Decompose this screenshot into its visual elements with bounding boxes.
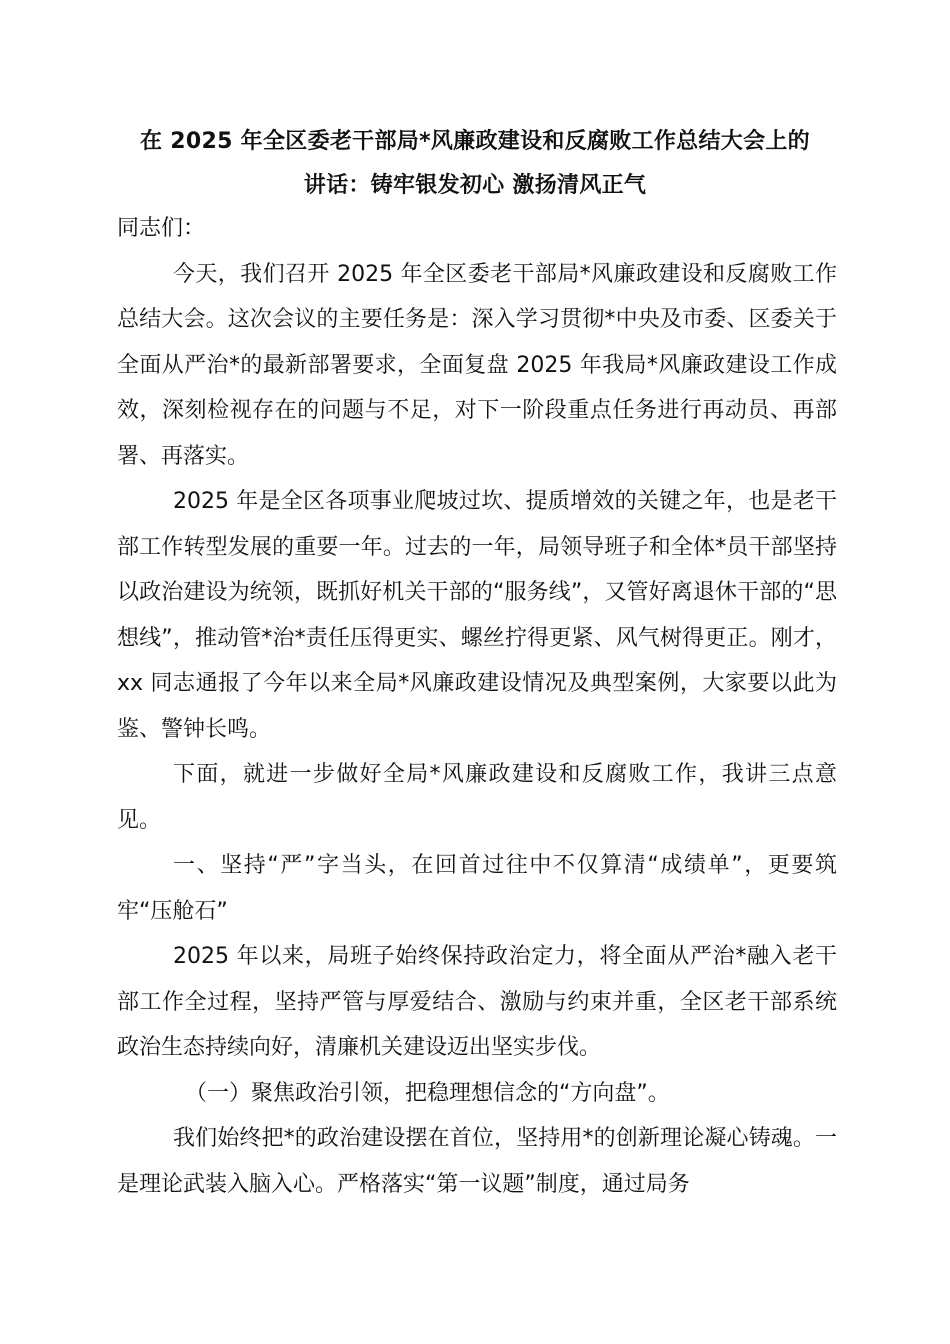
paragraph-opening: 今天，我们召开 2025 年全区委老干部局*风廉政建设和反腐败工作总结大会。这次会议的主要任务是：深入学习贯彻*中央及市委、区委关于全面从严治*的最新部署要求，全面复盘 2025 年我局*风廉政建设工作成效，深刻检视存在的问题与不足，对下一阶段重点任务进行再动员、再部署、再落实。: [117, 261, 837, 469]
section-1-paragraph: 2025 年以来，局班子始终保持政治定力，将全面从严治*融入老干部工作全过程，坚持严管与厚爱结合、激励与约束并重，全区老干部系统政治生态持续向好，清廉机关建设迈出坚实步伐。: [117, 944, 837, 1060]
document-body: [117, 206, 837, 1207]
subsection-heading-1: （一）聚焦政治引领，把稳理想信念的“方向盘”。: [185, 1080, 670, 1106]
document-title: [115, 120, 835, 208]
title-line-2: 讲话：铸牢银发初心 激扬清风正气: [303, 173, 647, 198]
paragraph-background: 2025 年是全区各项事业爬坡过坎、提质增效的关键之年，也是老干部工作转型发展的重要一年。过去的一年，局领导班子和全体*员干部坚持以政治建设为统领，既抓好机关干部的“服务线”，又管好离退休干部的“思想线”，推动管*治*责任压得更实、螺丝拧得更紧、风气树得更正。刚才，xx 同志通报了今年以来全局*风廉政建设情况及典型案例，大家要以此为鉴、警钟长鸣。: [117, 489, 837, 742]
section-heading-1: 一、坚持“严”字当头，在回首过往中不仅算清“成绩单”，更要筑牢“压舱石”: [117, 853, 837, 924]
title-line-1: 在 2025 年全区委老干部局*风廉政建设和反腐败工作总结大会上的: [140, 129, 810, 154]
subsection-1-paragraph: 我们始终把*的政治建设摆在首位，坚持用*的创新理论凝心铸魂。一是理论武装入脑入心。严格落实“第一议题”制度，通过局务: [117, 1126, 837, 1197]
salutation: 同志们：: [117, 216, 206, 241]
paragraph-transition: 下面，就进一步做好全局*风廉政建设和反腐败工作，我讲三点意见。: [117, 762, 837, 833]
